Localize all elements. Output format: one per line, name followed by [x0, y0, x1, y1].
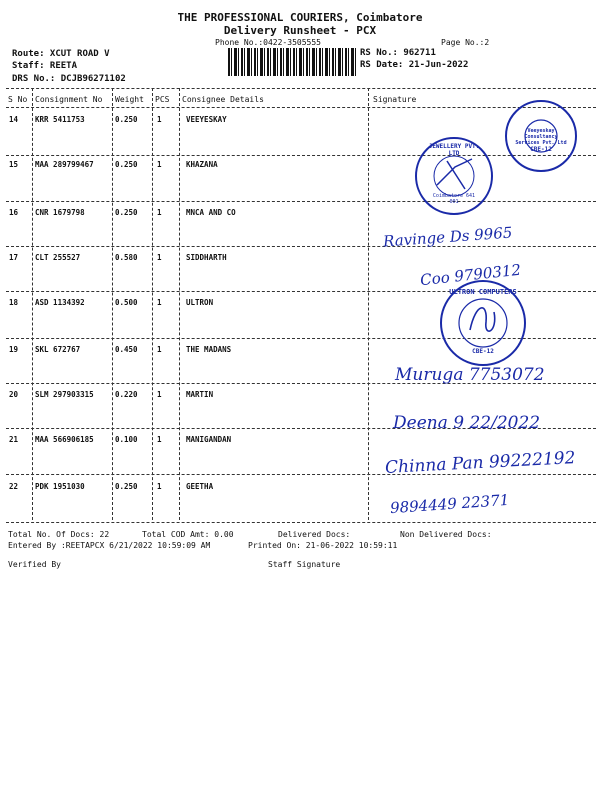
table-top-rule — [6, 88, 596, 89]
row-rule — [6, 474, 596, 475]
row-rule — [6, 246, 596, 247]
staff-label: Staff: REETA — [12, 61, 78, 71]
ultron-stamp-text: ULTRON COMPUTERS — [449, 288, 517, 296]
col-consignment: Consignment No — [35, 95, 103, 104]
signature-siddharth: Coo 9790312 — [419, 260, 522, 290]
entered-by: Entered By :REETAPCX 6/21/2022 10:59:09 AM — [8, 541, 211, 550]
jewellery-stamp-text: JEWELLERY PVT. LTD — [428, 143, 480, 157]
veeyeskay-stamp-text: Veeyeskay Consultancy Services Pvt. Ltd — [515, 128, 567, 146]
staff-signature-label: Staff Signature — [268, 560, 341, 569]
rs-number: RS No.: 962711 — [360, 48, 436, 58]
row-sno: 15 — [9, 160, 19, 169]
row-sno: 19 — [9, 345, 19, 354]
company-name: THE PROFESSIONAL COURIERS, Coimbatore — [177, 11, 423, 24]
row-consignment: ASD 1134392 — [35, 298, 85, 307]
signature-manigandan: Chinna Pan 99222192 — [384, 448, 576, 478]
signature-madans: Muruga 7753072 — [395, 365, 545, 385]
veeyeskay-stamp-center: CBE-12 — [530, 146, 552, 153]
row-weight: 0.100 — [115, 435, 138, 444]
row-consignee: MANIGANDAN — [186, 435, 232, 444]
row-weight: 0.580 — [115, 253, 138, 262]
verified-by: Verified By — [8, 560, 61, 569]
row-sno: 22 — [9, 482, 19, 491]
col-divider — [368, 88, 369, 520]
col-consignee: Consignee Details — [182, 95, 264, 104]
jewellery-stamp — [415, 137, 493, 215]
col-pcs: PCS — [155, 95, 170, 104]
col-divider — [32, 88, 33, 520]
row-consignee: MARTIN — [186, 390, 214, 399]
row-pcs: 1 — [157, 482, 162, 491]
non-delivered-docs: Non Delivered Docs: — [400, 530, 492, 539]
row-consignee: ULTRON — [186, 298, 214, 307]
row-consignment: SLM 297903315 — [35, 390, 94, 399]
total-docs: Total No. Of Docs: 22 — [8, 530, 110, 539]
row-pcs: 1 — [157, 253, 162, 262]
row-consignment: CNR 1679798 — [35, 208, 85, 217]
row-consignment: PDK 1951030 — [35, 482, 85, 491]
row-weight: 0.250 — [115, 160, 138, 169]
barcode-image — [228, 48, 356, 76]
row-pcs: 1 — [157, 298, 162, 307]
row-sno: 17 — [9, 253, 19, 262]
row-consignee: GEETHA — [186, 482, 214, 491]
signature-martin: Deena 9 22/2022 — [393, 413, 541, 433]
row-sno: 18 — [9, 298, 19, 307]
row-consignment: MAA 289799467 — [35, 160, 94, 169]
row-consignment: MAA 566906185 — [35, 435, 94, 444]
signature-geetha: 9894449 22371 — [389, 490, 510, 518]
row-sno: 20 — [9, 390, 19, 399]
col-divider — [179, 88, 180, 520]
ultron-stamp-center: CBE-12 — [472, 348, 494, 355]
row-pcs: 1 — [157, 208, 162, 217]
rs-date: RS Date: 21-Jun-2022 — [360, 60, 469, 70]
total-cod: Total COD Amt: 0.00 — [142, 530, 234, 539]
phone-number: Phone No.:0422-3505555 — [215, 38, 321, 47]
row-pcs: 1 — [157, 115, 162, 124]
row-consignment: CLT 255527 — [35, 253, 81, 262]
row-pcs: 1 — [157, 390, 162, 399]
row-weight: 0.220 — [115, 390, 138, 399]
row-consignee: VEEYESKAY — [186, 115, 227, 124]
row-sno: 16 — [9, 208, 19, 217]
row-weight: 0.250 — [115, 208, 138, 217]
row-consignee: SIDDHARTH — [186, 253, 227, 262]
row-weight: 0.450 — [115, 345, 138, 354]
row-consignee: MNCA AND CO — [186, 208, 236, 217]
route-label: Route: XCUT ROAD V — [12, 49, 110, 59]
row-sno: 14 — [9, 115, 19, 124]
row-consignment: SKL 672767 — [35, 345, 81, 354]
table-bottom-rule — [6, 522, 596, 523]
col-divider — [152, 88, 153, 520]
row-pcs: 1 — [157, 435, 162, 444]
row-pcs: 1 — [157, 160, 162, 169]
row-weight: 0.500 — [115, 298, 138, 307]
col-weight: Weight — [115, 95, 144, 104]
row-consignee: KHAZANA — [186, 160, 218, 169]
veeyeskay-stamp — [505, 100, 577, 172]
ultron-stamp — [440, 280, 526, 366]
document-title: Delivery Runsheet - PCX — [223, 24, 377, 37]
row-consignment: KRR 5411753 — [35, 115, 85, 124]
delivered-docs: Delivered Docs: — [278, 530, 351, 539]
col-divider — [112, 88, 113, 520]
signature-mnca: Ravinge Ds 9965 — [382, 223, 513, 251]
row-sno: 21 — [9, 435, 19, 444]
col-sno: S No — [8, 95, 28, 104]
jewellery-stamp-center: Coimbatore 641 001 — [432, 193, 476, 205]
page-number: Page No.:2 — [441, 38, 490, 47]
row-weight: 0.250 — [115, 115, 138, 124]
printed-on: Printed On: 21-06-2022 10:59:11 — [248, 541, 398, 550]
row-rule — [6, 201, 596, 202]
row-pcs: 1 — [157, 345, 162, 354]
row-weight: 0.250 — [115, 482, 138, 491]
row-consignee: THE MADANS — [186, 345, 232, 354]
col-signature: Signature — [373, 95, 417, 104]
drs-number: DRS No.: DCJB96271102 — [12, 74, 126, 84]
